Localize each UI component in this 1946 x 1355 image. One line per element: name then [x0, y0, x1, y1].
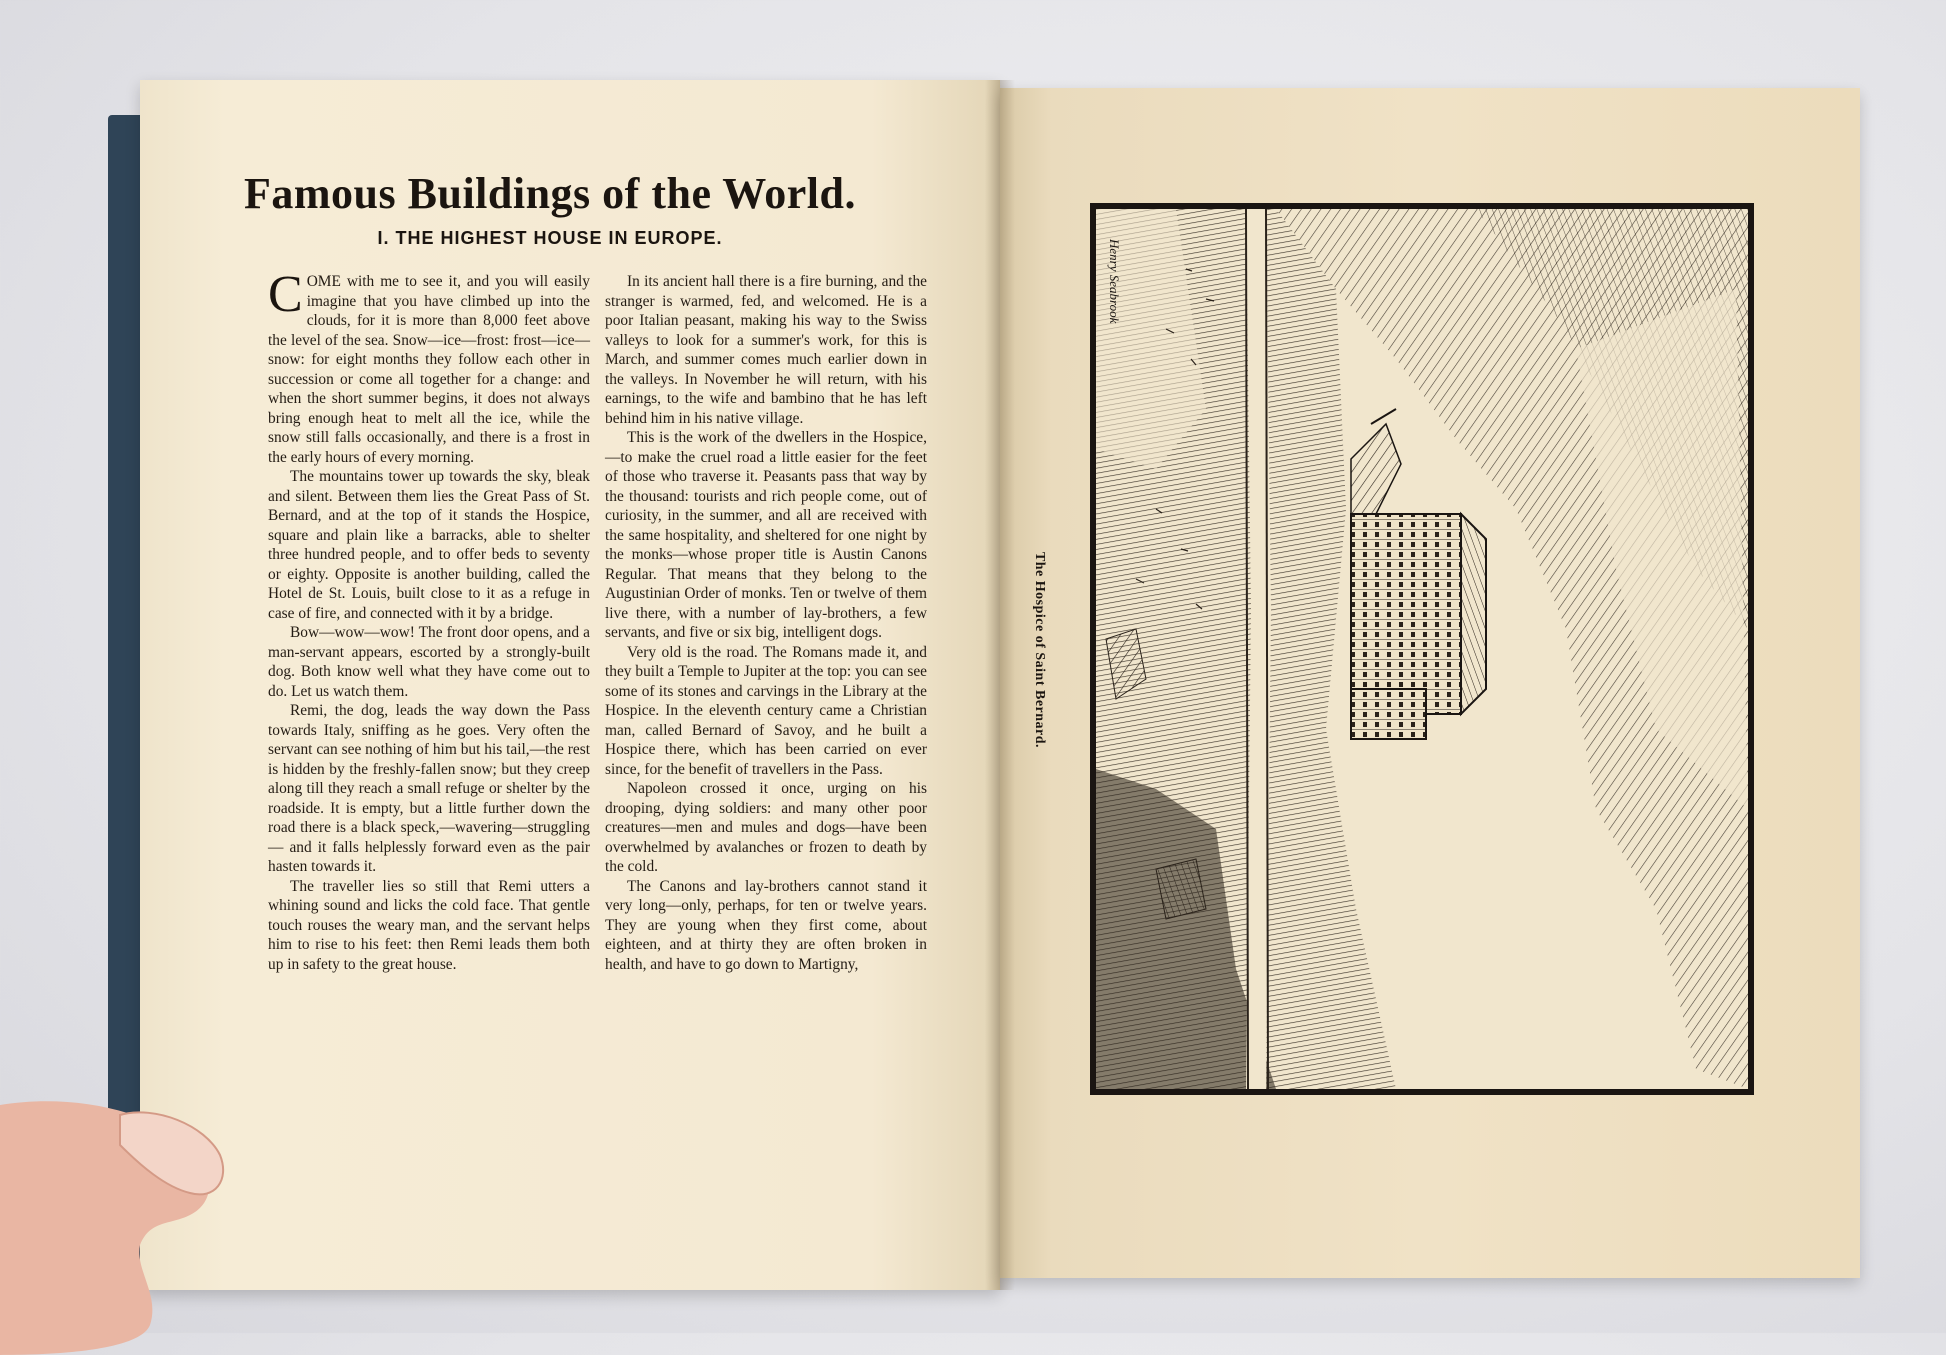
hospice-illustration — [1090, 203, 1754, 1095]
artist-signature: Henry Seabrook — [1107, 239, 1122, 324]
text-column-left — [268, 266, 590, 974]
book-gutter — [985, 80, 1015, 1290]
paragraph: The mountains tower up towards the sky, bleak and silent. Between them lies the Great Pass of St. Bernard, and at the top of it stands the Hospice, square and plain like a barracks, able to shelter three hundred people, and to offer beds to seventy or eighty. Opposite is another building, called the Hotel de St. Louis, built close to it as a refuge in case of fire, and connected with it by a bridge. — [268, 468, 590, 622]
paragraph: COME with me to see it, and you will easily imagine that you have climbed up into the clouds, for it is more than 8,000 feet above the level of the sea. Snow—ice—frost: frost—ice—snow: for eight months they follow each other in succession or come all together for a change: and when the short summer begins, it does not always bring enough heat to melt all the ice, while the snow still falls occasionally, and there is a frost in the early hours of every morning. — [268, 266, 590, 466]
hospice-sketch — [1096, 209, 1748, 1089]
hand-holding-page — [0, 1095, 230, 1355]
article-subtitle: I. THE HIGHEST HOUSE IN EUROPE. — [377, 228, 723, 248]
paragraph: Bow—wow—wow! The front door opens, and a man-servant appears, escorted by a strongly-built dog. Both know well what they have come out to do. Let us watch them. — [268, 624, 590, 700]
paragraph: In its ancient hall there is a fire burning, and the stranger is warmed, fed, and welcomed. He is a poor Italian peasant, making his way to the Swiss valleys to look for a summer's work, for this is March, and summer comes much earlier down in the valleys. In November he will return, with his earnings, to the wife and bambino that he has left behind him in his native village. — [605, 273, 927, 427]
illustration-caption: The Hospice of Saint Bernard. — [1032, 551, 1047, 749]
paragraph: Very old is the road. The Romans made it, and they built a Temple to Jupiter at the top: you can see some of its stones and carvings in the Library at the Hospice. In the eleventh century came a Christian man, called Bernard of Savoy, and he built a Hospice there, which has been carried on ever since, for the benefit of travellers in the Pass. — [605, 643, 927, 778]
paragraph: Remi, the dog, leads the way down the Pass towards Italy, sniffing as he goes. Very often the servant can see nothing of him but his tail,—the rest is hidden by the freshly-fallen snow; but they creep along till they reach a small refuge or shelter by the roadside. It is empty, but a little further down the road there is a black speck,—wavering—struggling — and it falls helplessly forward even as the pair hasten towards it. — [268, 702, 590, 875]
paragraph: This is the work of the dwellers in the Hospice,—to make the cruel road a little easier for the feet of those who traverse it. Peasants pass that way by the thousand: tourists and rich people come, out of curiosity, in the summer, and all are received with the same hospitality, and sheltered for one night by the monks—whose proper title is Austin Canons Regular. That means that they belong to the Augustinian Order of monks. Ten or twelve of them live there, with a number of lay-brothers, a few servants, and five or six big, intelligent dogs. — [605, 429, 927, 641]
article-title: Famous Buildings of the World. — [244, 169, 856, 218]
text-column-right — [605, 272, 927, 974]
paragraph: The Canons and lay-brothers cannot stand it very long—only, perhaps, for ten or twelve years. They are young when they first come, about eighteen, and at thirty they are often broken in health, and have to go down to Martigny, — [605, 877, 927, 973]
paragraph: Napoleon crossed it once, urging on his drooping, dying soldiers: and many other poor creatures—men and mules and dogs—have been overwhelmed by avalanches or frozen to death by the cold. — [605, 780, 927, 875]
drop-cap: C — [268, 266, 303, 323]
paragraph: The traveller lies so still that Remi utters a whining sound and licks the cold face. That gentle touch rouses the weary man, and the servant helps him to rise to his feet: then Remi leads them both up in safety to the great house. — [268, 877, 590, 973]
